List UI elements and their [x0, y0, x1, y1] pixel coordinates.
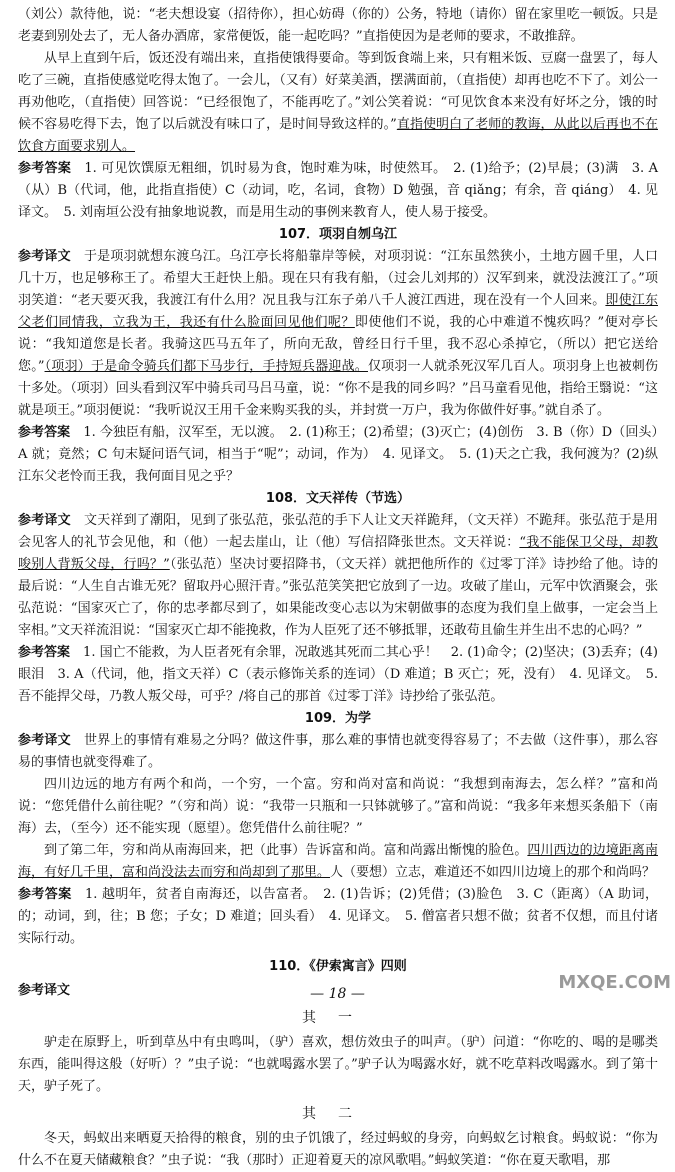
s106-answers [18, 158, 658, 224]
subsection-title: 其一 [302, 1010, 374, 1026]
s108-text-a: 文天祥到了潮阳，见到了张弘范，张弘范的手下人让文天祥跪拜，（文天祥）不跪拜。张弘范于是用会见客人的礼节会见他，和（他）一起去崖山，让（他）写信招降张世杰。文天祥说： [18, 513, 658, 550]
answer-label: 参考答案 [18, 645, 71, 660]
s109-text-a: 到了第二年，穷和尚从南海回来，把（此事）告诉富和尚。富和尚露出惭愧的脸色。 [44, 843, 528, 858]
s106-underlined-sentence: 直指使明白了老师的教诲，从此以后再也不在饮食方面要求别人。 [18, 117, 658, 154]
s107-translation [18, 246, 658, 422]
section-title: 110．《伊索寓言》四则 [269, 959, 407, 974]
s106-text: 从早上直到午后，饭还没有端出来，直指使饿得要命。等到饭食端上来，只有粗米饭、豆腐一盘罢了，每人吃了三碗，直指使感觉吃得太饱了。一会儿，（又有）好菜美酒，摆满面前，（直指使）却再也吃不下了。刘公一再劝他吃，（直指使）回答说：“已经很饱了，不能再吃了。”刘公笑着说：“可见饮食本来没有好坏之分，饿的时候不容易吃得下去，饱了以后就没有味口了，是时间导致这样的。” [18, 51, 658, 132]
translation-label: 参考译文 [18, 513, 71, 528]
s107-text-c: 仅项羽一人就杀死汉军几百人。项羽身上也被刺伤十多处。（项羽）回头看到汉军中骑兵司马吕马童，说：“你不是我的同乡吗？”吕马童看见他，指给王翳说：“这就是项王。”项羽便说：“我听说汉王用千金来购买我的头，并封赏一万户，我为你做件好事。”就自杀了。 [18, 359, 658, 418]
subsection-title: 其二 [302, 1106, 374, 1122]
s109-underlined-sentence: 四川西边的边境距离南海，有好几千里，富和尚没法去而穷和尚却到了那里。 [18, 843, 658, 880]
s108-text-b: （张弘范）坚决讨要招降书，（文天祥）就把他所作的《过零丁洋》诗抄给了他。诗的最后说：“人生自古谁无死？留取丹心照汗青。”张弘范笑笑把它放到了一边。攻破了崖山，元军中饮酒聚会，张弘范说：“国家灭亡了，你的忠孝都尽到了，如果能改变心志以为宋朝做事的态度为我们皇上做事，一定会当上宰相。”文天祥流泪说：“国家灭亡却不能挽救，作为人臣死了还不够抵罪，还敢苟且偷生并生出不忠的心吗？” [18, 557, 658, 638]
section-title: 107．项羽自刎乌江 [278, 227, 398, 242]
s110-fable-2: 冬天，蚂蚁出来晒夏天拾得的粮食，别的虫子饥饿了，经过蚂蚁的身旁，向蚂蚁乞讨粮食。蚂蚁说：“你为什么不在夏天储藏粮食？”虫子说：“我（那时）正迎着夏天的凉风歌唱。”蚂蚁笑道：“你在夏天歌唱，那 [18, 1131, 658, 1168]
s107-text-a: 于是项羽就想东渡乌江。乌江亭长将船靠岸等候，对项羽说：“江东虽然狭小，土地方圆千里，人口几十万，也足够称王了。希望大王赶快上船。现在只有我有船，（过会儿刘邦的）汉军到来，就没法渡江了。”项羽笑道：“老天要灭我，我渡江有什么用？况且我与江东子弟八千人渡江西进，现在没有一个人回来。 [18, 249, 658, 308]
s109-translation [18, 730, 658, 774]
answer-text: 1. 国亡不能救，为人臣者死有余罪，况敢逃其死而二其心乎！ 2. (1)命令；(2)坚决；(3)丢弃；(4)眼泪 3. A（代词，他，指文天祥）C（表示修饰关系的连词）（D 难道；B 灭亡；死，没有） 4. 见译文。 5. 吾不能捍父母，乃教人叛父母，可乎？/将自己的那首《过零丁洋》诗抄给了张弘范。 [18, 645, 658, 704]
s108-underlined-sentence: “我不能保卫父母，却教唆别人背叛父母，行吗？” [18, 535, 658, 572]
s109-paragraph-3 [18, 840, 658, 884]
section-title: 109．为学 [304, 711, 372, 726]
section-title: 108．文天祥传（节选） [265, 491, 411, 506]
answer-label: 参考答案 [18, 425, 71, 440]
answer-text: 1. 可见饮馔原无粗细，饥时易为食，饱时难为味，时使然耳。 2. (1)给予；(2)早晨；(3)满 3. A（从）B（代词，他，此指直指使）C（动词，吃，名词，食物）D 勉强，音 qiǎng；有余，音 qiáng） 4. 见译文。 5. 刘南垣公没有抽象地说教，而是用生动的事例来教育人，使人易于接受。 [18, 161, 658, 220]
s109-text-1: 世界上的事情有难易之分吗？做这件事，那么难的事情也就变得容易了；不去做（这件事），那么容易的事情也就变得难了。 [18, 733, 658, 770]
answer-label: 参考答案 [18, 887, 72, 902]
s107-answers [18, 422, 658, 488]
s109-text-b: 人（要想）立志，难道还不如四川边境上的那个和尚吗？ [330, 865, 656, 880]
page-number: — 18 — [310, 986, 365, 1002]
answer-label: 参考答案 [18, 161, 72, 176]
s109-paragraph-2: 四川边远的地方有两个和尚，一个穷，一个富。穷和尚对富和尚说：“我想到南海去，怎么样？”富和尚说：“您凭借什么前往呢？”（穷和尚）说：“我带一只瓶和一只钵就够了。”富和尚说：“我多年来想买条船下（南海）去，（至今）还不能实现（愿望）。您凭借什么前往呢？” [18, 777, 658, 836]
s106-paragraph-1: （刘公）款待他，说：“老夫想设宴（招待你），担心妨碍（你的）公务，特地（请你）留在家里吃一顿饭。只是老妻到别处去了，无人备办酒席，家常便饭，能一起吃吗？”直指使因为是老师的要求，不敢推辞。 [18, 7, 658, 44]
translation-label: 参考译文 [18, 983, 71, 998]
watermark-logo: MXQE.COM [558, 972, 671, 993]
s108-translation [18, 510, 658, 642]
answer-text: 1. 越明年，贫者自南海还，以告富者。 2. (1)告诉；(2)凭借；(3)脸色 3. C（距离）（A 助词，的；动词，到，往；B 您；子女；D 难道；回头看） 4. 见译文。 5. 僧富者只想不做；贫者不仅想，而且付诸实际行动。 [18, 887, 658, 946]
s108-answers [18, 642, 658, 708]
s107-text-b: 即使他们不说，我的心中难道不愧疚吗？”便对亭长说：“我知道您是长者。我骑这匹马五年了，所向无敌，曾经日行千里，我不忍心杀掉它，（所以）把它送给您。” [18, 315, 658, 374]
answer-text: 1. 今独臣有船，汉军至，无以渡。 2. (1)称王；(2)希望；(3)灭亡；(4)创伤 3. B（你）D（回头）A 就；竟然；C 句末疑问语气词，相当于“呢”；动词，作为） 4. 见译文。 5. (1)天之亡我，我何渡为？(2)纵江东父老怜而王我，我何面目见之乎？ [18, 425, 658, 484]
translation-label: 参考译文 [18, 733, 71, 748]
translation-label: 参考译文 [18, 249, 71, 264]
s107-underlined-sentence-2: （项羽）于是命令骑兵们都下马步行，手持短兵器迎战。 [44, 359, 368, 374]
s109-answers [18, 884, 658, 950]
s106-paragraph-2 [18, 48, 658, 158]
s107-underlined-sentence: 即使江东父老们同情我，立我为王，我还有什么脸面回见他们呢？ [18, 293, 658, 330]
s110-fable-1: 驴走在原野上，听到草丛中有虫鸣叫，（驴）喜欢，想仿效虫子的叫声。（驴）问道：“你吃的、喝的是哪类东西，能叫得这般（好听）？”虫子说：“也就喝露水罢了。”驴子认为喝露水好，就不吃草料改喝露水。到了第十天，驴子死了。 [18, 1035, 658, 1094]
